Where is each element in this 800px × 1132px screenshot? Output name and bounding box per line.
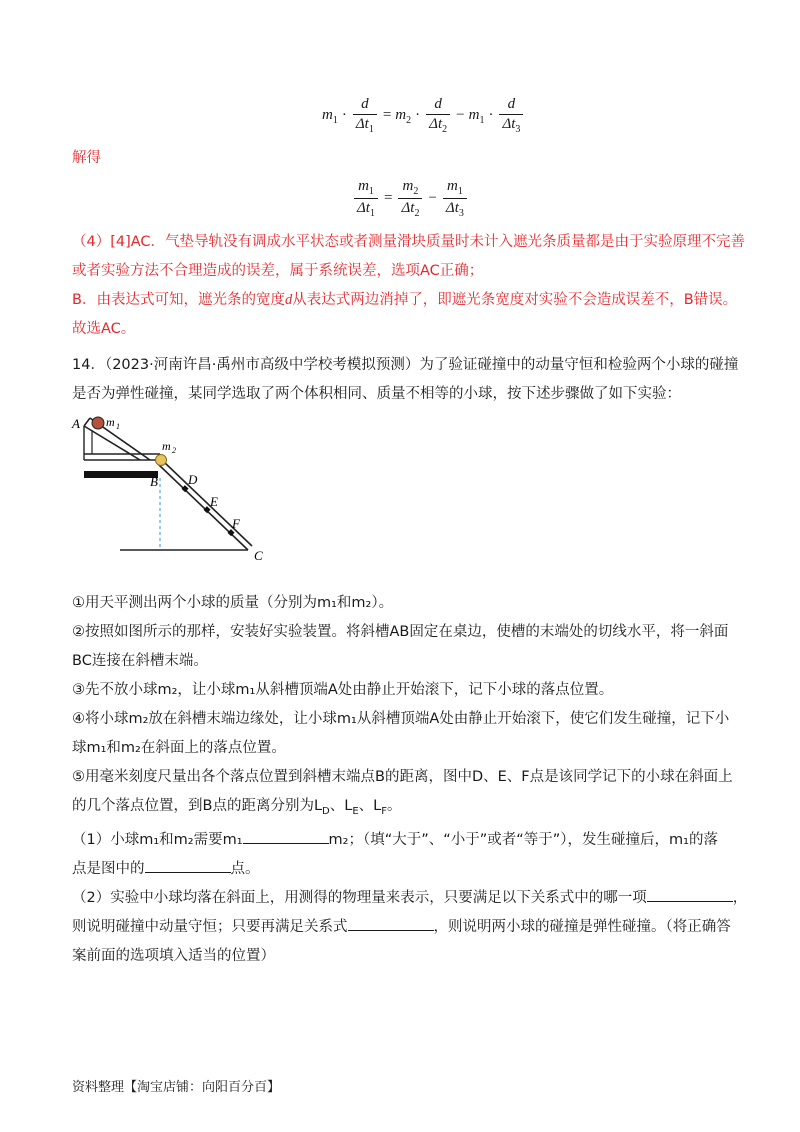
svg-text:F: F: [232, 516, 240, 531]
answer-blank-3[interactable]: [647, 887, 733, 902]
solve-label: 解得: [72, 150, 101, 166]
incline-apparatus-figure: [70, 408, 280, 568]
svg-text:2: 2: [172, 446, 176, 455]
step-3: ③先不放小球m₂，让小球m₁从斜槽顶端A处由静止开始滚下，记下小球的落点位置。: [72, 682, 614, 698]
question-14-steps: ①用天平测出两个小球的质量（分别为m₁和m₂）。 ②按照如图所示的那样，安装好实验装置。将斜槽AB固定在桌边，使槽的末端处的切线水平，将一斜面 BC连接在斜槽末端。 ③先不放小球m₂，让小球m₁从斜槽顶端A处由静止开始滚下，记下小球的落点位置。 ④将小球m₂放在斜槽末端边缘处，让小球m₁从斜槽顶端A处由静止开始滚下，使它们发生碰撞，记下小 球m₁和m₂在斜面上的落点位置。 ⑤用毫米刻度尺量出各个落点位置到斜槽末端点B的距离，图中D、E、F点是该同学记下的小球在斜面上 的几个落点位置，到B点的距离分别为$L_D$、$L_E$、$L_F$。 （1）小球m₁和m₂需要m₁ m₂；（填“大于”、“小于”或者“等于”），发生碰撞后，m₁的落 点是图中的 点。 （2）实验中小球均落在斜面上，用测得的物理量来表示，只要满足以下关系式中的哪一项 ， 则说明碰撞中动量守恒；只要再满足关系式 ，则说明两小球的碰撞是弹性碰撞。（将正确答 案前面的选项填入适当的位置）: [72, 589, 732, 971]
answer-blank-1[interactable]: [243, 829, 329, 844]
svg-text:m: m: [106, 415, 115, 429]
svg-text:m: m: [162, 439, 171, 453]
svg-text:1: 1: [116, 422, 120, 431]
equation-result: $\frac{m_1}{\Delta t_1}$ = $\frac{m_2}{\Delta t_2}$ − $\frac{m_1}{\Delta t_3}$: [352, 178, 469, 219]
step-2: ②按照如图所示的那样，安装好实验装置。将斜槽AB固定在桌边，使槽的末端处的切线水平，将一斜面: [72, 624, 729, 640]
answer-blank-4[interactable]: [348, 916, 434, 931]
svg-text:A: A: [72, 416, 80, 431]
question-14-stem: 14．（2023·河南许昌·禹州市高级中学校考模拟预测）为了验证碰撞中的动量守恒和检验两个小球的碰撞 是否为弹性碰撞，某同学选取了两个体积相同、质量不相等的小球，按下述步骤做了如下实验：: [72, 357, 739, 402]
page-footer: 资料整理【淘宝店铺：向阳百分百】: [72, 1080, 281, 1095]
answer-blank-2[interactable]: [145, 858, 231, 873]
sub-question-2: （2）实验中小球均落在斜面上，用测得的物理量来表示，只要满足以下关系式中的哪一项 ，: [72, 884, 732, 913]
svg-text:E: E: [210, 494, 218, 509]
table-top: [84, 471, 158, 478]
sub-question-1: （1）小球m₁和m₂需要m₁ m₂；（填“大于”、“小于”或者“等于”），发生碰撞后，m₁的落: [72, 826, 732, 855]
step-5: ⑤用毫米刻度尺量出各个落点位置到斜槽末端点B的距离，图中D、E、F点是该同学记下的小球在斜面上: [72, 769, 733, 785]
equation-momentum: $m_1$ · $\frac{d}{\Delta t_1}$ = $m_2$ · $\frac{d}{\Delta t_2}$ − $m_1$ · $\frac{d}{\Delta t_3}$: [322, 96, 525, 135]
ball-m1: [92, 417, 104, 429]
step-4: ④将小球m₂放在斜槽末端边缘处，让小球m₁从斜槽顶端A处由静止开始滚下，使它们发生碰撞，记下小: [72, 711, 730, 727]
step-1: ①用天平测出两个小球的质量（分别为m₁和m₂）。: [72, 595, 394, 611]
svg-text:D: D: [188, 472, 198, 487]
ball-m2: [156, 455, 167, 466]
svg-text:B: B: [150, 474, 158, 489]
svg-text:C: C: [254, 548, 263, 563]
answer-part4: （4）[4]AC．气垫导轨没有调成水平状态或者测量滑块质量时未计入遮光条质量都是由于实验原理不完善 或者实验方法不合理造成的误差，属于系统误差，选项AC正确； B．由表达式可知，遮光条的宽度d从表达式两边消掉了，即遮光条宽度对实验不会造成误差不，B错误。 故选AC。: [72, 234, 746, 337]
